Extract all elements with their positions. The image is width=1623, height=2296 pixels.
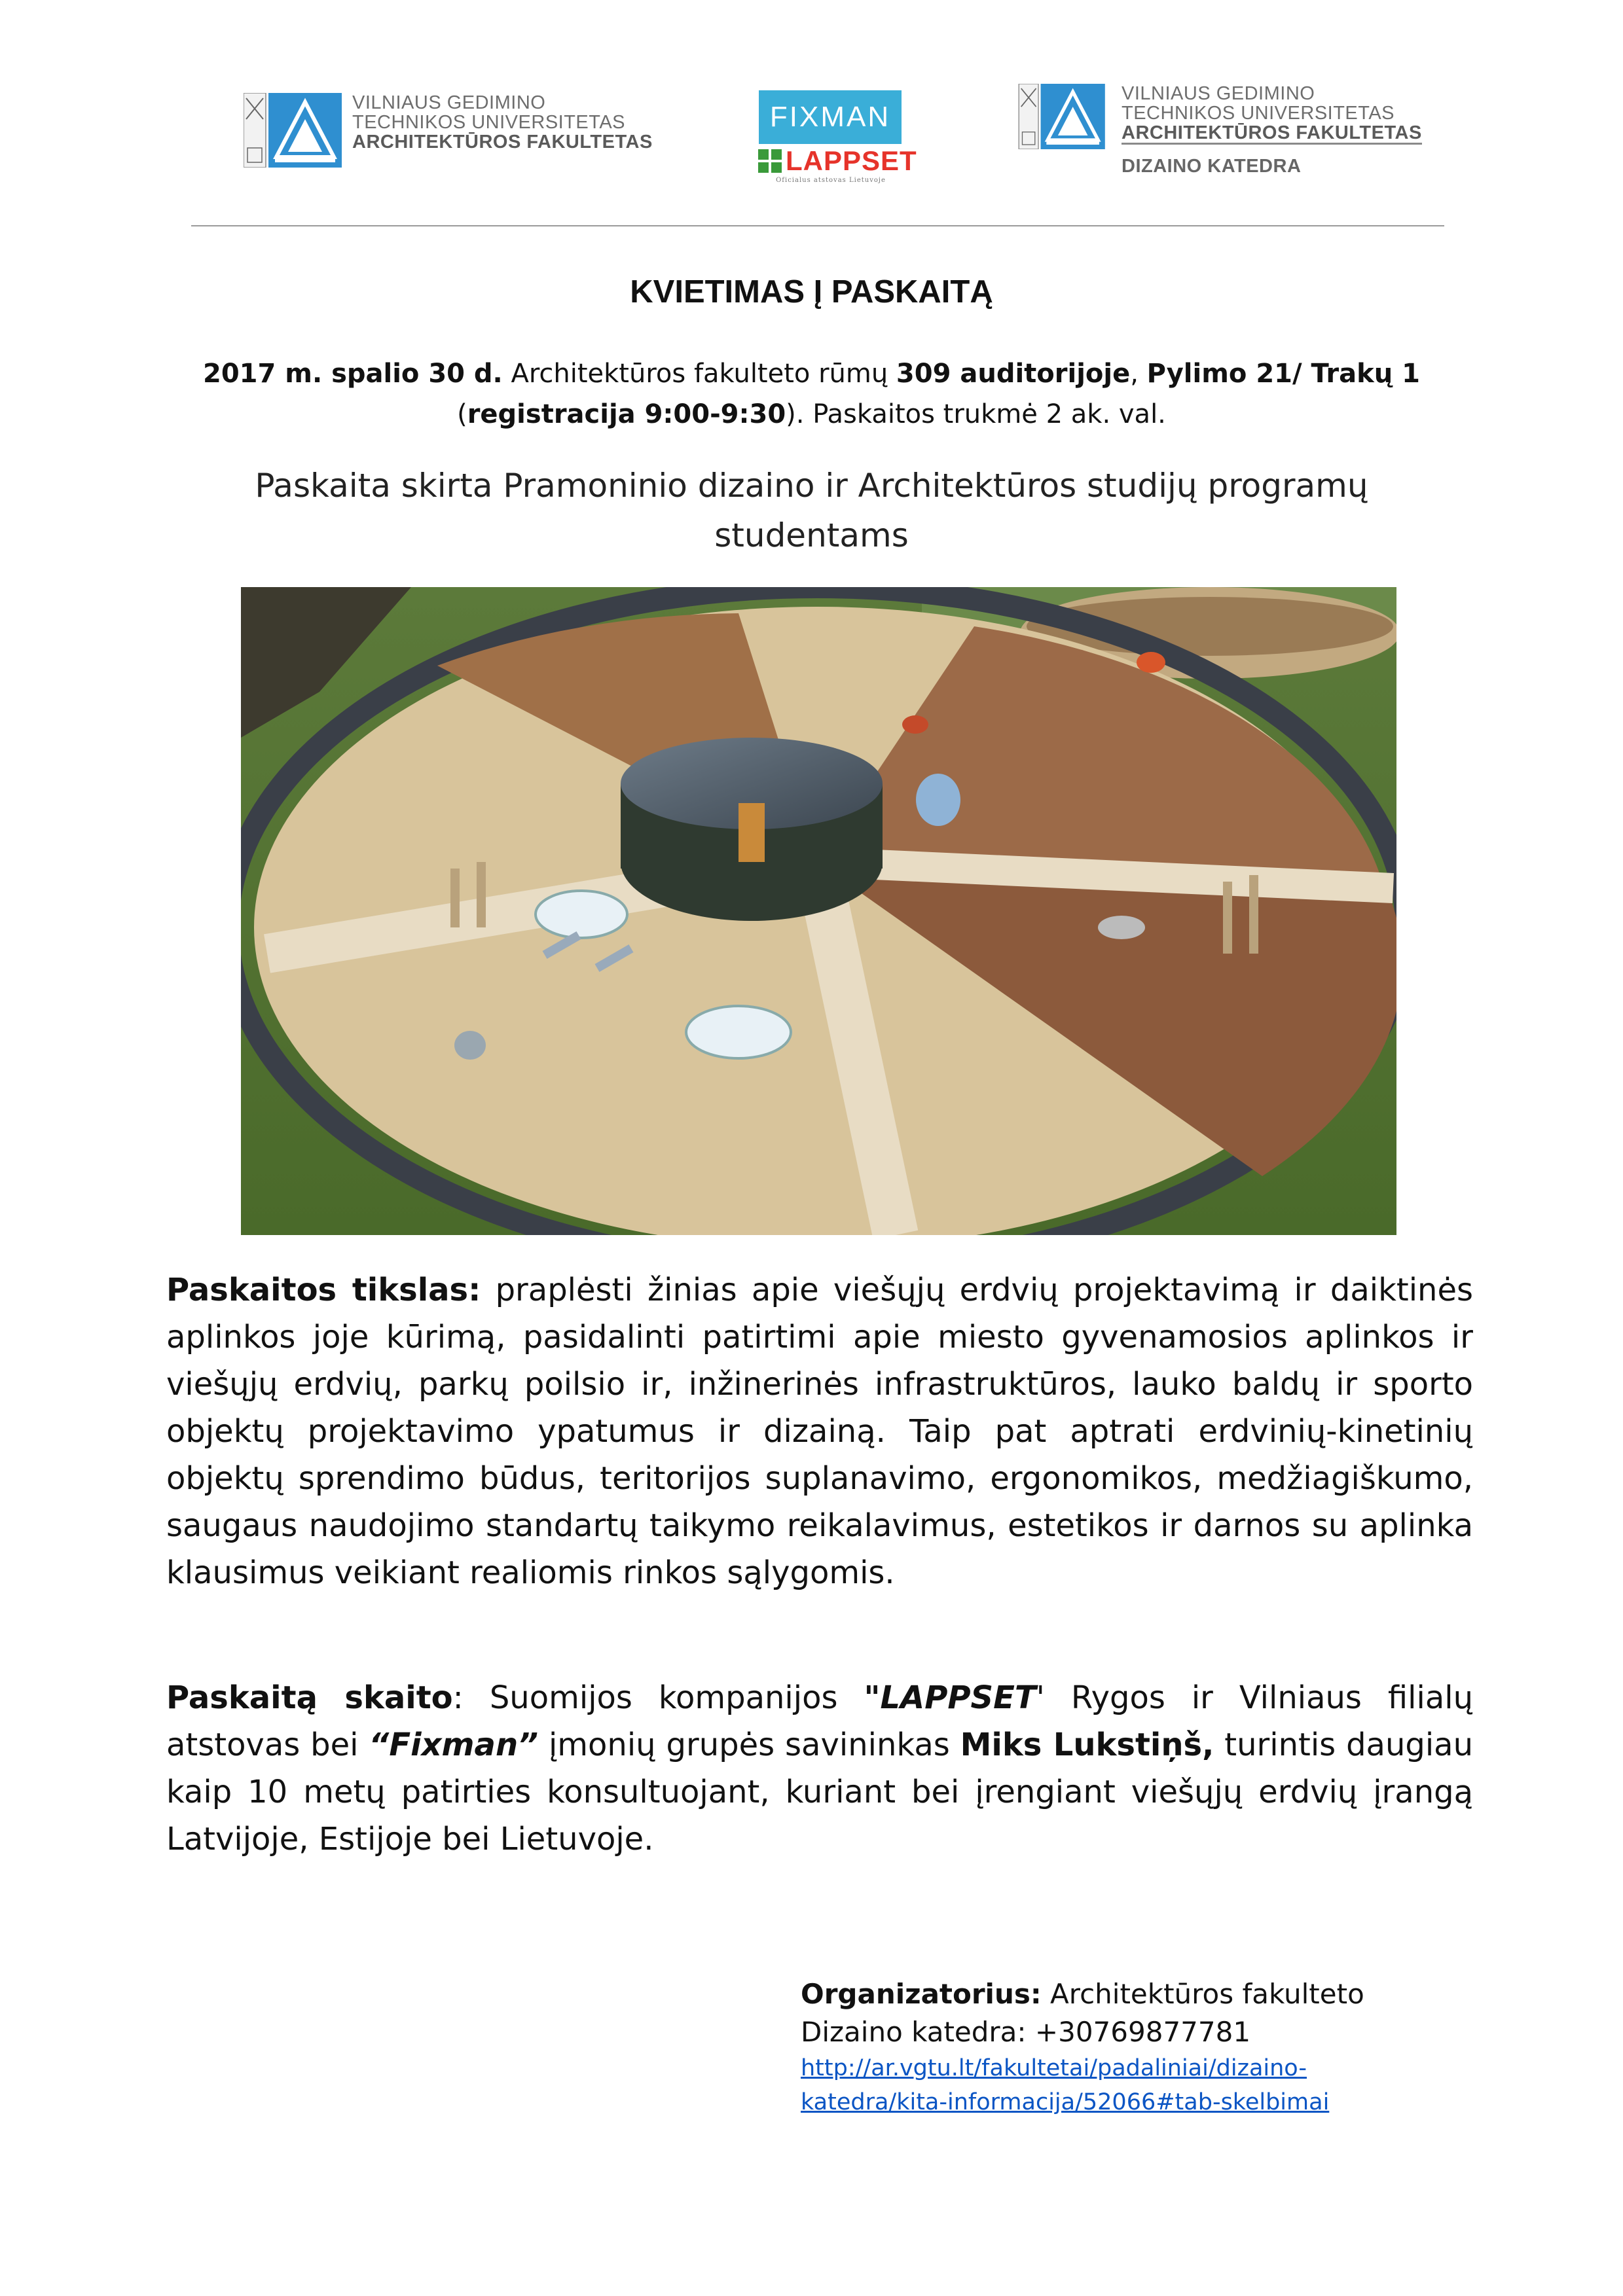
event-details (164, 353, 1459, 435)
aerial-playground-photo (241, 587, 1396, 1235)
event-registration: registracija 9:00-9:30 (467, 399, 786, 429)
fixman-logo-text: FIXMAN (769, 101, 891, 133)
lecture-goal-text: praplėsti žinias apie viešųjų erdvių projektavimą ir daiktinės aplinkos joje kūrimą, pasidalinti patirtimi apie miesto gyvenamosios aplinkos ir viešųjų erdvių, parkų poilsio ir, inžinerinės infrastruktūros, lauko baldų ir sporto objektų projektavimo ypatumus ir dizainą. Taip pat aptrati erdvinių-kinetinių objektų sprendimo būdus, teritorijos suplanavimo, ergonomikos, medžiagiškumo, saugaus naudojimo standartų taikymo reikalavimus, estetikos ir darnos su aplinka klausimus veikiant realiomis rinkos sąlygomis. (166, 1272, 1474, 1591)
lappset-logo-text: LAPPSET (786, 145, 917, 176)
university-name-line-1: VILNIAUS GEDIMINO (1122, 83, 1315, 104)
event-room: 309 auditorijoje (896, 359, 1131, 389)
university-name-line-2: TECHNIKOS UNIVERSITETAS (1122, 103, 1395, 124)
university-name-line-2: TECHNIKOS UNIVERSITETAS (352, 112, 626, 133)
lecturer-text: ' Rygos ir Vilniaus filialų atstovas bei (166, 1679, 1474, 1763)
event-address: Pylimo 21/ Trakų 1 (1146, 359, 1420, 389)
organizer-value: Architektūros fakulteto (1041, 1978, 1364, 2010)
lecturer-text: įmonių grupės savininkas (538, 1727, 960, 1763)
vgtu-emblem-icon (1013, 84, 1111, 158)
organizer-block (801, 1975, 1462, 2119)
organizer-phone: Dizaino katedra: +30769877781 (801, 2016, 1251, 2048)
organizer-link-line-2: katedra/kita-informacija/52066#tab-skelbimai (801, 2089, 1330, 2115)
department-name: DIZAINO KATEDRA (1122, 156, 1302, 177)
page-title: KVIETIMAS Į PASKAITĄ (630, 274, 993, 310)
lecture-goal (166, 1266, 1473, 1596)
lecturer-label: Paskaitą skaito (166, 1679, 453, 1716)
vgtu-text (1122, 84, 1422, 176)
lecturer-name: Miks Lukstiņš, (960, 1727, 1214, 1763)
audience-text: Paskaita skirta Pramoninio dizaino ir Architektūros studijų programų studentams (255, 467, 1368, 554)
details-text: ( (457, 399, 467, 429)
details-text: , (1130, 359, 1147, 389)
vgtu-logo-right (1013, 84, 1422, 176)
company-lappset: "LAPPSET (864, 1679, 1036, 1716)
details-text: ). Paskaitos trukmė 2 ak. val. (786, 399, 1166, 429)
lecturer-info (166, 1674, 1473, 1863)
organizer-label: Organizatorius: (801, 1978, 1042, 2010)
organizer-link[interactable] (801, 2051, 1462, 2119)
lecture-goal-label: Paskaitos tikslas: (166, 1272, 481, 1308)
lappset-mark-icon (758, 149, 783, 174)
company-fixman: “Fixman” (369, 1727, 539, 1763)
organizer-link-line-1: http://ar.vgtu.lt/fakultetai/padaliniai/dizaino- (801, 2055, 1307, 2081)
lecturer-text: : Suomijos kompanijos (452, 1679, 864, 1716)
lecturer-text: turintis daugiau kaip 10 metų patirties konsultuojant, kuriant bei įrengiant viešųjų erdvių įrangą Latvijoje, Estijoje bei Lietuvoje. (166, 1727, 1474, 1857)
fixman-logo (759, 90, 902, 144)
lappset-tagline: Oficialus atstovas Lietuvoje (776, 177, 886, 184)
vgtu-logo-left (244, 93, 653, 168)
vgtu-emblem-icon (244, 93, 342, 168)
faculty-name: ARCHITEKTŪROS FAKULTETAS (1122, 122, 1422, 143)
organizer-line (801, 1975, 1462, 2013)
faculty-name: ARCHITEKTŪROS FAKULTETAS (352, 132, 653, 152)
details-text: Architektūros fakulteto rūmų (502, 359, 896, 389)
university-name-line-1: VILNIAUS GEDIMINO (352, 92, 546, 113)
vgtu-text (352, 93, 653, 152)
lappset-logo (758, 145, 917, 184)
header-divider (191, 225, 1444, 226)
event-date: 2017 m. spalio 30 d. (203, 359, 503, 389)
